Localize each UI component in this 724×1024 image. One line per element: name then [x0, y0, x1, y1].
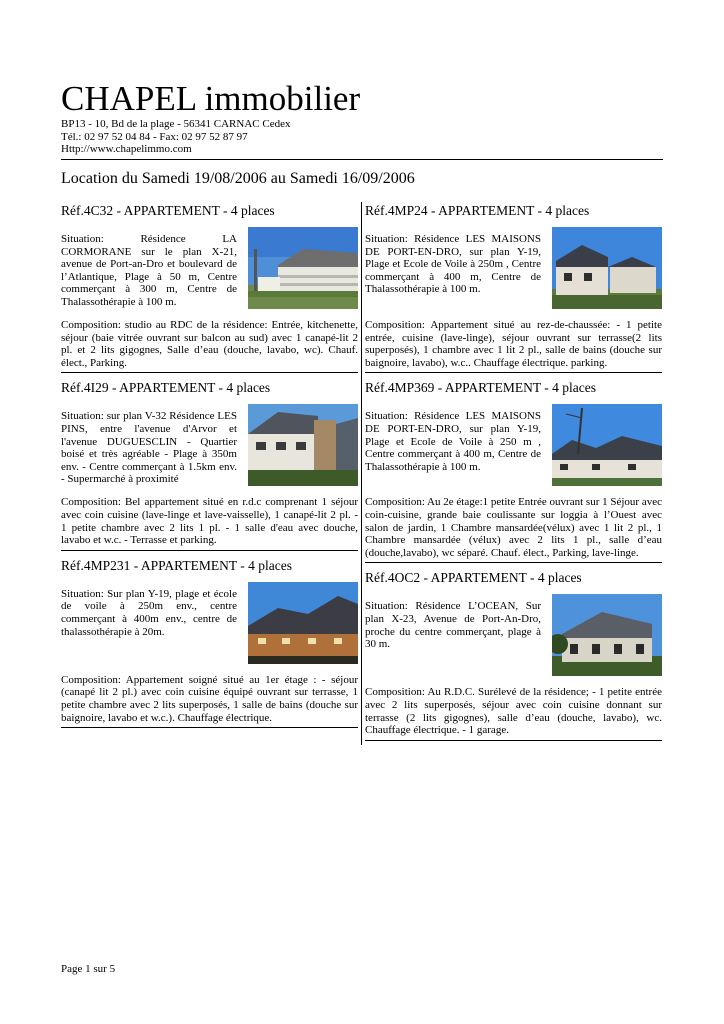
listing-4mp231	[61, 557, 358, 728]
company-phone: Tél.: 02 97 52 04 84 - Fax: 02 97 52 87 97	[61, 130, 248, 143]
listing-composition: Composition: Appartement situé au rez-de-chaussée: - 1 petite entrée, cuisine (lave-linge), séjour ouvrant sur terrasse(2 lits superposés), 1 chambre avec 1 lit 2 pl., salle de bains (douche sur baignoire, lavabo), w.c.. Chauffage électrique. parking.	[365, 319, 662, 369]
listing-composition: Composition: Appartement soigné situé au 1er étage : - séjour (canapé lit 2 pl.) avec coin cuisine équipé ouvrant sur terrasse, 1 petite chambre avec 2 lits superposés, 1 salle de bains (douche sur baignoire, lavabo et w.c.). Chauffage électrique.	[61, 673, 358, 724]
company-address: BP13 - 10, Bd de la plage - 56341 CARNAC Cedex	[61, 118, 291, 130]
rental-period-title: Location du Samedi 19/08/2006 au Samedi 16/09/2006	[61, 170, 415, 187]
company-name: CHAPEL immobilier	[61, 79, 361, 118]
listing-ref: Réf.4MP231 - APPARTEMENT - 4 places	[61, 557, 292, 573]
listing-photo	[248, 227, 358, 309]
listing-photo	[248, 404, 358, 486]
page-number: Page 1 sur 5	[61, 963, 116, 975]
listings-right-column	[365, 202, 662, 747]
listing-photo	[552, 227, 662, 309]
listing-4mp24	[365, 202, 662, 373]
listing-situation: Situation: sur plan V-32 Résidence LES PINS, entre l'avenue d'Arvor et l'avenue DUGUESCLIN - Quartier boisé et très agréable - Plage à 350m env. - Centre commerçant à 1.5km env. - Supermarché à proximité	[61, 410, 237, 486]
letterhead	[61, 80, 663, 156]
listing-photo	[552, 594, 662, 676]
company-website[interactable]: Http://www.chapelimmo.com	[61, 143, 192, 155]
listing-situation: Situation: Résidence LA CORMORANE sur le plan X-21, avenue de Port-an-Dro et boulevard de l’Atlantique, Plage à 50 m, Centre commerçant à 300 m, Centre de Thalassothérapie à 100 m.	[61, 233, 237, 308]
listing-4c32	[61, 202, 358, 373]
listing-photo	[248, 582, 358, 664]
listing-ref: Réf.4MP369 - APPARTEMENT - 4 places	[365, 380, 596, 396]
listing-situation: Situation: Résidence L’OCEAN, Sur plan X-23, Avenue de Port-An-Dro, proche du centre commerçant, plage à 30 m.	[365, 600, 541, 651]
listing-4i29	[61, 379, 358, 550]
listing-situation: Situation: Sur plan Y-19, plage et école de voile à 250m env., centre commerçant à 400m env., centre de thalassothérapie à 20m.	[61, 587, 237, 638]
listing-4oc2	[365, 569, 662, 740]
column-divider	[361, 202, 362, 745]
listing-4mp369	[365, 379, 662, 563]
listing-ref: Réf.4OC2 - APPARTEMENT - 4 places	[365, 570, 582, 586]
listing-situation: Situation: Résidence LES MAISONS DE PORT-EN-DRO, sur plan Y-19, Plage et Ecole de Voile à 250m , Centre commerçant à 400 m, Centre de Thalassothérapie à 100 m.	[365, 233, 541, 296]
listings-left-column	[61, 202, 358, 734]
listing-composition: Composition: Au R.D.C. Surélevé de la résidence; - 1 petite entrée avec 2 lits superposés, séjour avec coin cuisine donnant sur terrasse (2 lits gigognes), salle d’eau (douche, lavabo), wc. Chauffage électrique. - 1 garage.	[365, 686, 662, 737]
listing-ref: Réf.4MP24 - APPARTEMENT - 4 places	[365, 203, 590, 218]
listing-composition: Composition: Bel appartement situé en r.d.c comprenant 1 séjour avec coin cuisine (lave-linge et lave-vaisselle), 1 canapé-lit 2 pl. - 1 petite chambre avec 2 lits 1 pl. - 1 salle d'eau avec douche, lavabo et w.c. - Terrasse et parking.	[61, 496, 358, 547]
listing-situation: Situation: Résidence LES MAISONS DE PORT-EN-DRO, sur plan Y-19, Plage et Ecole de Voile à 250 m , Centre commerçant à 400 m, Centre de Thalassothérapie à 100 m.	[365, 410, 541, 473]
listing-ref: Réf.4I29 - APPARTEMENT - 4 places	[61, 380, 271, 396]
header-divider	[61, 159, 663, 160]
listing-composition: Composition: studio au RDC de la résidence: Entrée, kitchenette, séjour (baie vitrée ouvrant sur balcon au sud) avec 1 canapé-lit 2 pl. et 2 lits gigognes, Salle d’eau (douche, lavabo, wc). Chauf. élect., Parking.	[61, 319, 358, 369]
listing-photo	[552, 404, 662, 486]
listing-composition: Composition: Au 2e étage:1 petite Entrée ouvrant sur 1 Séjour avec coin-cuisine, grande baie coulissante sur loggia à l’Ouest avec salon de jardin, 1 Chambre mansardée(vélux) avec 1 lit 2 pl., 1 Chambre mansardée (vélux) avec 2 lits 1 pl., salle d’eau (douche,lavabo), wc séparé. Chauf. élect., Parking, lave-linge.	[365, 496, 662, 559]
listing-ref: Réf.4C32 - APPARTEMENT - 4 places	[61, 203, 275, 218]
